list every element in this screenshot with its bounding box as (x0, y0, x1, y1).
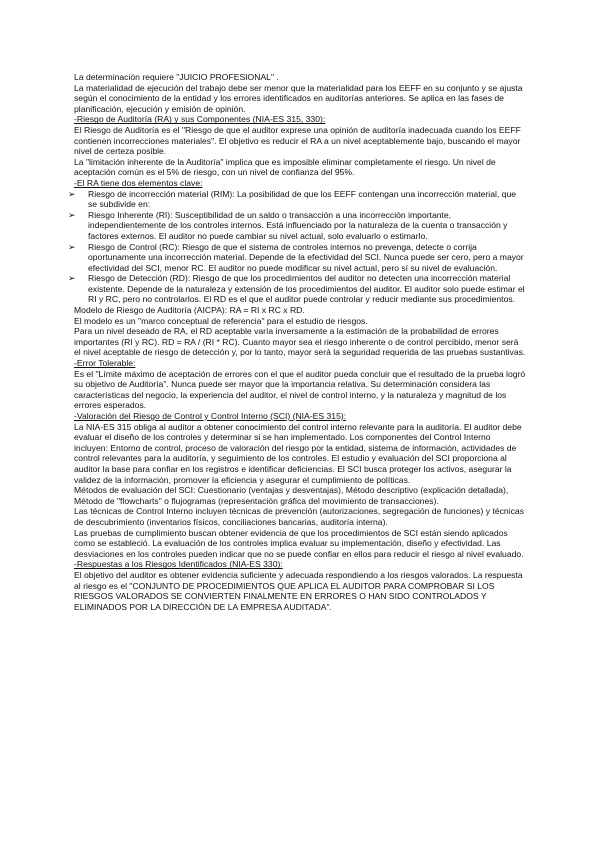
bullet-item (68, 241, 526, 274)
bullet-text: Riesgo de Control (RC): Riesgo de que el sistema de controles internos no prevenga, detecte o corrija oportunamente una incorrección material. Depende de la efectividad del SCI. Nunca puede ser cero, pero a mayor efectividad del SCI, menor RC. El auditor no puede modificar su nivel actual, pero sí su nivel de evaluación. (88, 241, 524, 273)
paragraph: El Riesgo de Auditoría es el "Riesgo de que el auditor exprese una opinión de auditoría inadecuada cuando los EEFF contienen incorrecciones materiales". El objetivo es reducir el RA a un nivel aceptablemente bajo, buscando el mayor nivel de certeza posible. (74, 124, 521, 157)
paragraph: Métodos de evaluación del SCI: Cuestionario (ventajas y desventajas), Método descriptivo (explicación detallada), Método de "flowcharts" o flujogramas (representación gráfica del movimiento de transacciones). (74, 485, 509, 506)
paragraph: La "limitación inherente de la Auditoría" implica que es imposible eliminar completamente el riesgo. Un nivel de aceptación común es el 5% de riesgo, con un nivel de confianza del 95%. (74, 156, 496, 178)
arrow-bullet-icon: ➢ (68, 188, 76, 199)
document-page (68, 72, 526, 612)
arrow-bullet-icon: ➢ (68, 273, 76, 284)
bullet-item (68, 273, 526, 305)
bullet-item (68, 209, 526, 242)
paragraph: Es el "Límite máximo de aceptación de errores con el que el auditor pueda concluir que el resultado de la prueba logró su objetivo de Auditoría". Nunca puede ser mayor que la importancia relativa. Su determinación considera las características del negocio, la experiencia del auditor, el nivel de control interno, y la naturaleza y magnitud de los errores esperados. (74, 368, 526, 411)
risk-bullet-list (68, 188, 526, 306)
bullet-text: Riesgo de incorrección material (RIM): La posibilidad de que los EEFF contengan una incorrección material, que se subdivide en: (88, 188, 516, 210)
paragraph: El modelo es un "marco conceptual de referencia" para el estudio de riesgos. (74, 315, 368, 326)
paragraph: Las técnicas de Control Interno incluyen técnicas de prevención (autorizaciones, segregación de funciones) y técnicas de descubrimiento (inventarios físicos, conciliaciones bancarias, auditoría interna). (74, 506, 524, 527)
paragraph: Modelo de Riesgo de Auditoría (AICPA): RA = RI x RC x RD. (74, 305, 305, 316)
section-heading-riesgo: -Riesgo de Auditoría (RA) y sus Componentes (NIA-ES 315, 330): (74, 114, 326, 125)
section-heading-error: -Error Tolerable: (74, 358, 136, 369)
paragraph: La NIA-ES 315 obliga al auditor a obtener conocimiento del control interno relevante para la auditoría. El auditor debe evaluar el diseño de los controles y determinar si se han implementado. Los componentes del Control Interno incluyen: Entorno de control, proceso de valoración del riesgo por la entidad, sistema de información, actividades de control relevantes para la auditoría, y seguimiento de los controles. El estudio y evaluación del SCI proporciona al auditor la base para confiar en los registros e identificar deficiencias. El SCI busca proteger los activos, asegurar la validez de la información, promover la eficiencia y asegurar el cumplimiento de políticas. (74, 421, 522, 485)
paragraph: Las pruebas de cumplimiento buscan obtener evidencia de que los procedimientos de SCI están siendo aplicados como se estableció. La evaluación de los controles implica evaluar su implementación, diseño y efectividad. Las desviaciones en los controles pueden indicar que no se puede confiar en ellos para reducir el riesgo al nivel evaluado. (74, 527, 524, 559)
intro-paragraph: La materialidad de ejecución del trabajo debe ser menor que la materialidad para los EEFF en su conjunto y se ajusta según el conocimiento de la entidad y los errores identificados en auditorías anteriores. Se aplica en las fases de planificación, ejecución y emisión de opinión. (74, 82, 523, 114)
section-heading-respuestas: -Respuestas a los Riesgos Identificados (NIA-ES 330): (74, 559, 283, 570)
paragraph: Para un nivel deseado de RA, el RD aceptable varía inversamente a la estimación de la probabilidad de errores importantes (RI y RC). RD = RA / (RI * RC). Cuanto mayor sea el riesgo inherente o de control percibido, menor será el nivel aceptable de riesgo de detección y, por lo tanto, mayor será la seguridad requerida de las pruebas sustantivas. (74, 326, 526, 358)
arrow-bullet-icon: ➢ (68, 209, 76, 220)
section-heading-sci: -Valoración del Riesgo de Control y Control Interno (SCI) (NIA-ES 315): (74, 411, 347, 421)
bullet-text: Riesgo de Detección (RD): Riesgo de que los procedimientos del auditor no detecten una incorrección material existente. Depende de la naturaleza y extensión de los procedimientos del auditor. El auditor solo puede estimar el RI y RC, pero no controlarlos. El RD es el que el auditor puede controlar y reducir mediante sus procedimientos. (88, 273, 525, 305)
bullet-text: Riesgo Inherente (RI): Susceptibilidad de un saldo o transacción a una incorrección importante, independientemente de los controles internos. Está influenciado por la naturaleza de la cuenta o transacción y factores externos. El auditor no puede cambiar su nivel actual, solo evaluarlo o estimarlo. (88, 209, 508, 241)
subheading-elementos: -El RA tiene dos elementos clave: (74, 177, 203, 188)
intro-paragraph: La determinación requiere "JUICIO PROFESIONAL" . (74, 72, 279, 82)
arrow-bullet-icon: ➢ (68, 241, 76, 252)
paragraph: El objetivo del auditor es obtener evidencia suficiente y adecuada respondiendo a los riesgos valorados. La respuesta al riesgo es el "CONJUNTO DE PROCEDIMIENTOS QUE APLICA EL AUDITOR PARA COMPROBAR SI LOS RIESGOS VALORADOS SE CONVIERTEN FINALMENTE EN ERRORES O HAN SIDO CONTROLADOS Y ELIMINADOS POR LA DIRECCIÓN DE LA EMPRESA AUDITADA". (74, 569, 523, 612)
bullet-item (68, 188, 526, 210)
